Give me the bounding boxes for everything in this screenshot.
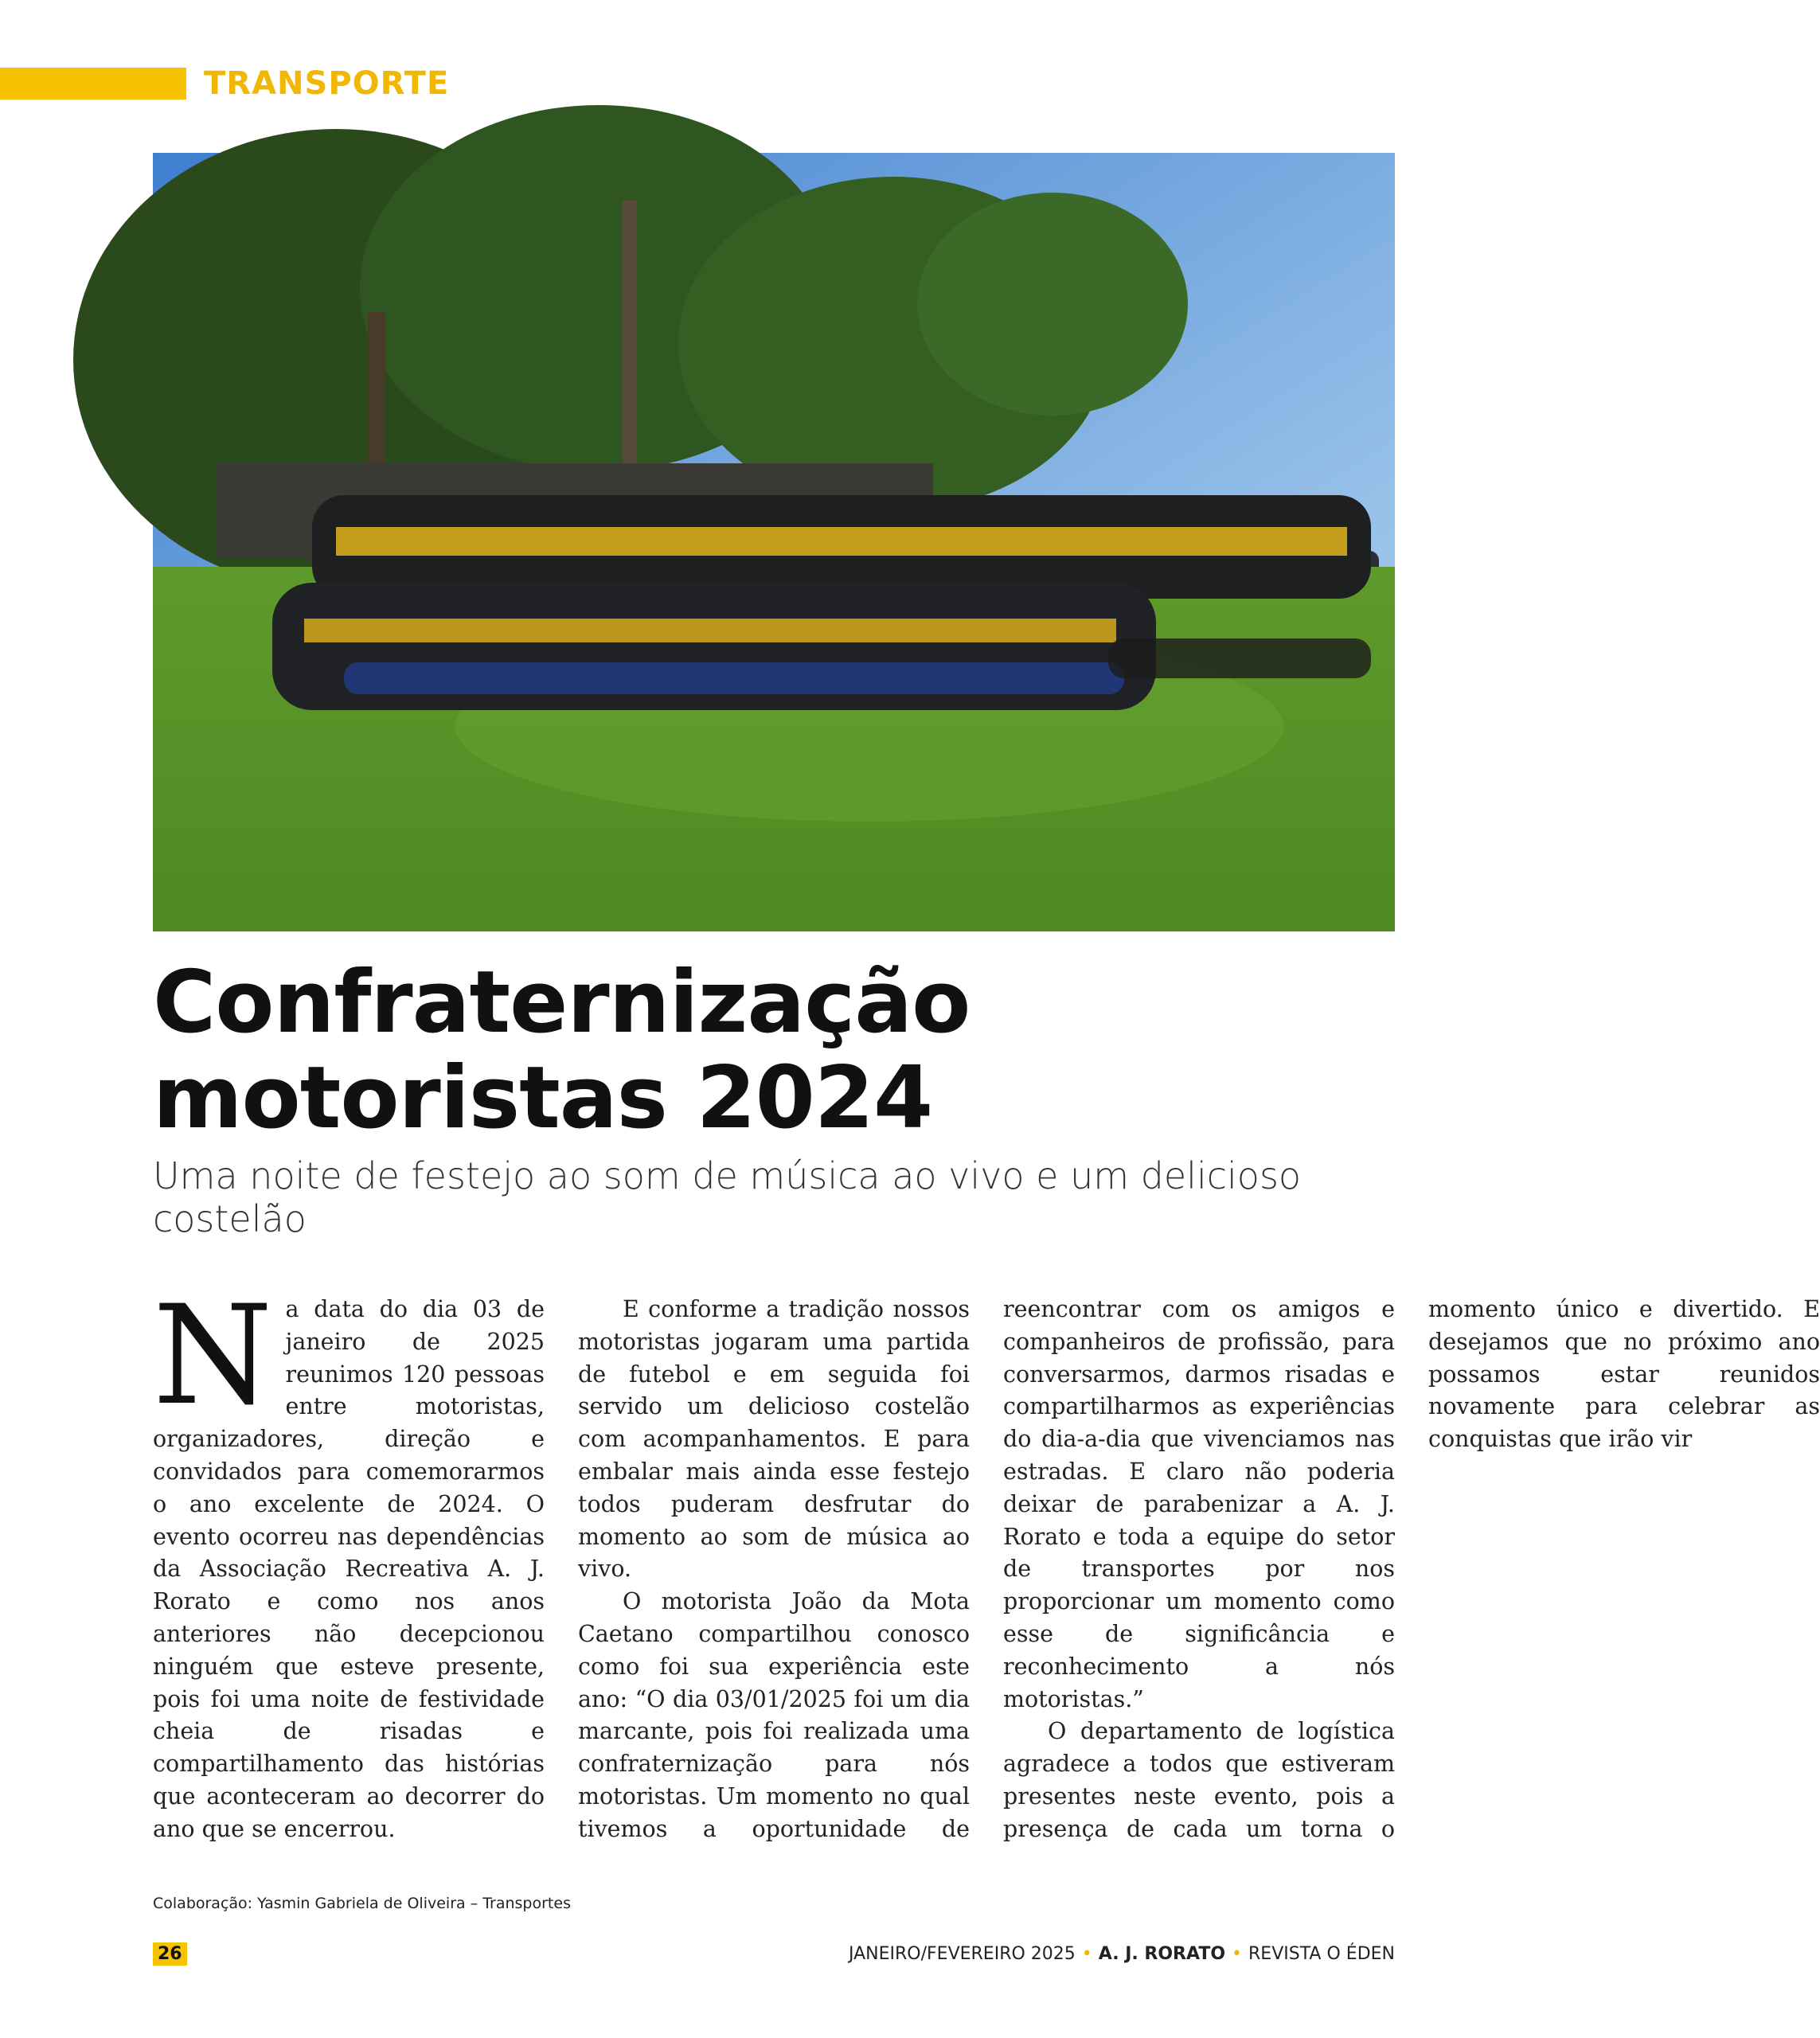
- page-number: 26: [153, 1942, 187, 1966]
- group-photo: [153, 153, 1395, 931]
- photo-credit: Colaboração: Yasmin Gabriela de Oliveira – Transportes: [153, 1895, 571, 1912]
- bullet-icon: •: [1081, 1944, 1092, 1964]
- article-body: [153, 1275, 1820, 1875]
- paragraph-4: O departamento de logística agradece a todos que estiveram presentes neste evento, pois a presença de cada um torna o momento único e divertido. E desejamos que no próximo ano possamos estar reunidos novamente para celebrar as conquistas que irão vir: [1003, 1296, 1820, 1842]
- article-title: [153, 955, 1395, 1146]
- paragraph-1: [153, 1275, 545, 1846]
- article-subtitle: Uma noite de festejo ao som de música ao vivo e um delicioso costelão: [153, 1154, 1302, 1240]
- paragraph-1-text: a data do dia 03 de janeiro de 2025 reunimos 120 pessoas entre motoristas, organizadores, direção e convidados para comemorarmos o ano excelente de 2024. O evento ocorreu nas dependências da Associação Recreativa A. J. Rorato e como nos anos anteriores não decepcionou ninguém que esteve presente, pois foi uma noite de festividade cheia de risadas e compartilhamento das histórias que aconteceram ao decorrer do ano que se encerrou.: [153, 1296, 545, 1842]
- article-title-line1: Confraternização: [153, 953, 971, 1052]
- section-accent-bar: [0, 68, 186, 100]
- footer-magazine: REVISTA O ÉDEN: [1248, 1944, 1395, 1964]
- article-title-line2: motoristas 2024: [153, 1048, 933, 1148]
- bullet-icon: •: [1232, 1944, 1243, 1964]
- paragraph-3: O motorista João da Mota Caetano compartilhou conosco como foi sua experiência este ano: “O dia 03/01/2025 foi um dia marcante, pois foi realizada uma confraternização para nós motoristas. Um momento no qual tivemos a oportunidade de reencontrar com os amigos e companheiros de profissão, para conversarmos, darmos risadas e compartilharmos as experiências do dia-a-dia que vivenciamos nas estradas. E claro não poderia deixar de parabenizar a A. J. Rorato e toda a equipe do setor de transportes por nos proporcionar um momento como esse de significância e reconhecimento a nós motoristas.”: [578, 1296, 1395, 1842]
- drop-cap: N: [153, 1275, 273, 1435]
- section-label: TRANSPORTE: [204, 65, 450, 102]
- footer-issue: JANEIRO/FEVEREIRO 2025: [849, 1944, 1076, 1964]
- paragraph-2: E conforme a tradição nossos motoristas jogaram uma partida de futebol e em seguida foi servido um delicioso costelão com acompanhamentos. E para embalar mais ainda esse festejo todos puderam desfrutar do momento ao som de música ao vivo.: [578, 1296, 970, 1583]
- footer-line: [849, 1944, 1395, 1964]
- footer-brand: A. J. RORATO: [1098, 1944, 1226, 1964]
